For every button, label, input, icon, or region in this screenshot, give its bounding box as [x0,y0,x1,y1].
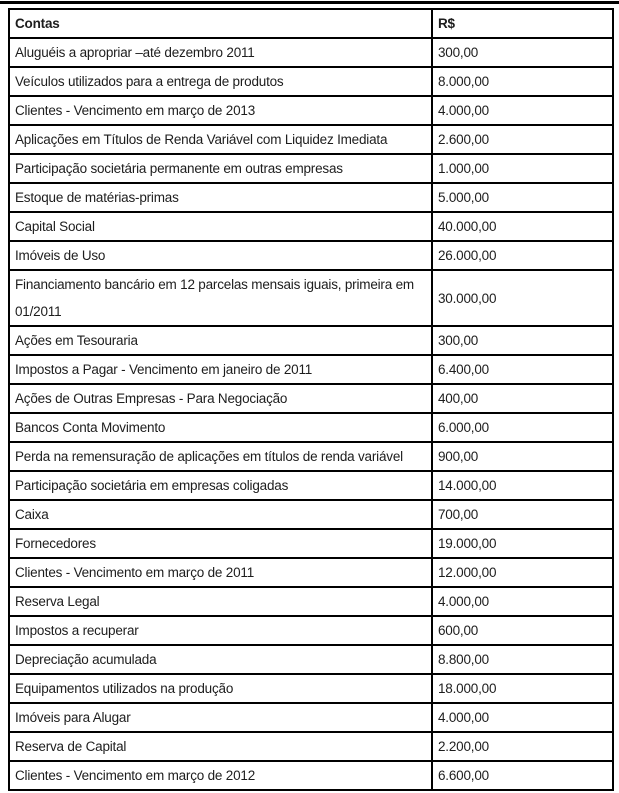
table-row [9,500,613,529]
conta-cell: Clientes - Vencimento em março de 2013 [9,96,432,125]
valor-cell: 8.800,00 [432,645,613,674]
table-row [9,761,613,790]
table-row [9,125,613,154]
table-row [9,355,613,384]
contas-table [8,8,614,791]
valor-cell: 8.000,00 [432,67,613,96]
valor-cell: 6.400,00 [432,355,613,384]
conta-cell: Ações em Tesouraria [9,326,432,355]
table-row [9,732,613,761]
table-row [9,270,613,326]
conta-cell: Participação societária em empresas coligadas [9,471,432,500]
conta-cell: Participação societária permanente em outras empresas [9,154,432,183]
conta-cell: Aluguéis a apropriar –até dezembro 2011 [9,38,432,67]
valor-cell: 400,00 [432,384,613,413]
valor-cell: 30.000,00 [432,270,613,326]
valor-cell: 1.000,00 [432,154,613,183]
conta-cell: Fornecedores [9,529,432,558]
table-row [9,703,613,732]
valor-cell: 300,00 [432,38,613,67]
table-row [9,38,613,67]
valor-cell: 4.000,00 [432,96,613,125]
table-row [9,587,613,616]
table-row [9,67,613,96]
valor-cell: 300,00 [432,326,613,355]
conta-cell: Bancos Conta Movimento [9,413,432,442]
valor-cell: 6.000,00 [432,413,613,442]
conta-cell: Caixa [9,500,432,529]
conta-cell: Aplicações em Títulos de Renda Variável com Liquidez Imediata [9,125,432,154]
valor-cell: 2.600,00 [432,125,613,154]
conta-cell: Clientes - Vencimento em março de 2011 [9,558,432,587]
table-row [9,384,613,413]
conta-cell: Financiamento bancário em 12 parcelas mensais iguais, primeira em 01/2011 [9,270,432,326]
table-row [9,413,613,442]
table-row [9,645,613,674]
valor-cell: 26.000,00 [432,241,613,270]
valor-cell: 4.000,00 [432,703,613,732]
table-row [9,326,613,355]
valor-cell: 700,00 [432,500,613,529]
valor-cell: 19.000,00 [432,529,613,558]
table-row [9,212,613,241]
conta-cell: Impostos a recuperar [9,616,432,645]
table-row [9,183,613,212]
valor-cell: 6.600,00 [432,761,613,790]
column-header-valor: R$ [432,9,613,38]
conta-cell: Capital Social [9,212,432,241]
table-header-row [9,9,613,38]
conta-cell: Reserva Legal [9,587,432,616]
valor-cell: 5.000,00 [432,183,613,212]
table-row [9,558,613,587]
conta-cell: Reserva de Capital [9,732,432,761]
conta-cell: Impostos a Pagar - Vencimento em janeiro de 2011 [9,355,432,384]
conta-cell: Perda na remensuração de aplicações em títulos de renda variável [9,442,432,471]
conta-cell: Depreciação acumulada [9,645,432,674]
table-row [9,96,613,125]
conta-cell: Estoque de matérias-primas [9,183,432,212]
table-row [9,471,613,500]
valor-cell: 600,00 [432,616,613,645]
column-header-contas: Contas [9,9,432,38]
table-row [9,154,613,183]
conta-cell: Veículos utilizados para a entrega de produtos [9,67,432,96]
valor-cell: 900,00 [432,442,613,471]
valor-cell: 40.000,00 [432,212,613,241]
valor-cell: 12.000,00 [432,558,613,587]
table-row [9,616,613,645]
top-horizontal-rule [0,1,619,4]
table-row [9,674,613,703]
conta-cell: Imóveis para Alugar [9,703,432,732]
valor-cell: 4.000,00 [432,587,613,616]
table-row [9,529,613,558]
valor-cell: 2.200,00 [432,732,613,761]
table-row [9,442,613,471]
conta-cell: Equipamentos utilizados na produção [9,674,432,703]
valor-cell: 14.000,00 [432,471,613,500]
conta-cell: Imóveis de Uso [9,241,432,270]
table-row [9,241,613,270]
conta-cell: Clientes - Vencimento em março de 2012 [9,761,432,790]
conta-cell: Ações de Outras Empresas - Para Negociação [9,384,432,413]
valor-cell: 18.000,00 [432,674,613,703]
